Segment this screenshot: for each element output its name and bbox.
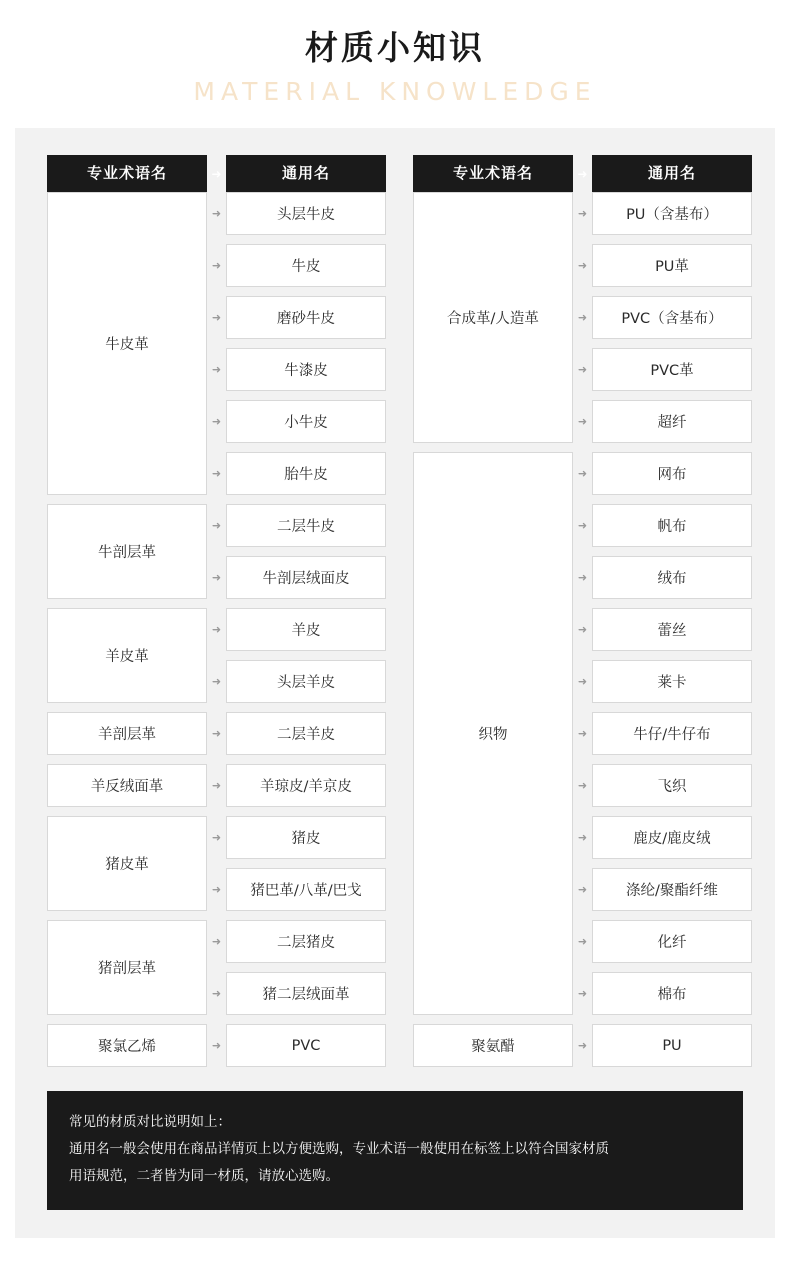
- left-arrow-list: [207, 192, 226, 1067]
- arrow-right-icon: ➜: [211, 935, 222, 948]
- common-name-cell: 头层牛皮: [226, 192, 386, 235]
- arrow-slot: [573, 400, 592, 443]
- arrow-slot: [573, 660, 592, 703]
- arrow-slot: [207, 556, 226, 599]
- arrow-right-icon: ➜: [211, 675, 222, 688]
- arrow-right-icon: ➜: [211, 363, 222, 376]
- arrow-slot: [573, 764, 592, 807]
- arrow-slot: [207, 816, 226, 859]
- common-name-cell: 猪二层绒面革: [226, 972, 386, 1015]
- arrow-slot: [573, 608, 592, 651]
- right-common-header: 通用名: [592, 155, 752, 192]
- arrow-slot: [207, 192, 226, 235]
- note-line-1: 常见的材质对比说明如上：: [69, 1114, 231, 1130]
- common-name-cell: PU: [592, 1024, 752, 1067]
- arrow-right-icon: ➜: [577, 311, 588, 324]
- arrow-slot: [207, 504, 226, 547]
- arrow-right-icon: ➜: [577, 883, 588, 896]
- common-name-cell: 牛剖层绒面皮: [226, 556, 386, 599]
- arrow-slot: [573, 296, 592, 339]
- arrow-right-icon: ➜: [577, 623, 588, 636]
- term-cell: 聚氯乙烯: [47, 1024, 207, 1067]
- term-cell: 牛剖层革: [47, 504, 207, 599]
- arrow-slot: [573, 868, 592, 911]
- left-common-header: 通用名: [226, 155, 386, 192]
- arrow-right-icon: ➜: [211, 831, 222, 844]
- arrow-right-icon: ➜: [577, 207, 588, 220]
- arrow-right-icon: ➜: [211, 779, 222, 792]
- arrow-slot: [573, 452, 592, 495]
- arrow-slot: [573, 348, 592, 391]
- arrow-right-icon: ➜: [577, 571, 588, 584]
- arrow-slot: [573, 972, 592, 1015]
- arrow-right-icon: ➜: [211, 166, 222, 181]
- common-name-cell: 网布: [592, 452, 752, 495]
- right-header-arrow-icon: [573, 155, 592, 192]
- page-header: [0, 0, 790, 106]
- common-name-cell: 蕾丝: [592, 608, 752, 651]
- arrow-right-icon: ➜: [577, 259, 588, 272]
- right-term-header: 专业术语名: [413, 155, 573, 192]
- common-name-cell: 牛仔/牛仔布: [592, 712, 752, 755]
- left-term-column: [47, 155, 207, 1067]
- term-cell: 织物: [413, 452, 573, 1015]
- common-name-cell: 羊皮: [226, 608, 386, 651]
- note-box: [47, 1091, 743, 1210]
- common-name-cell: 磨砂牛皮: [226, 296, 386, 339]
- arrow-right-icon: ➜: [577, 831, 588, 844]
- common-name-cell: 猪皮: [226, 816, 386, 859]
- common-name-cell: PVC: [226, 1024, 386, 1067]
- arrow-slot: [207, 244, 226, 287]
- arrow-right-icon: ➜: [211, 987, 222, 1000]
- arrow-right-icon: ➜: [577, 1039, 588, 1052]
- arrow-right-icon: ➜: [577, 519, 588, 532]
- arrow-slot: [573, 712, 592, 755]
- arrow-slot: [573, 504, 592, 547]
- arrow-slot: [207, 920, 226, 963]
- common-name-cell: PU革: [592, 244, 752, 287]
- left-common-list: [226, 192, 386, 1067]
- arrow-slot: [207, 348, 226, 391]
- arrow-slot: [573, 192, 592, 235]
- page-title: 材质小知识: [305, 28, 485, 67]
- common-name-cell: PVC革: [592, 348, 752, 391]
- arrow-right-icon: ➜: [577, 467, 588, 480]
- arrow-slot: [207, 764, 226, 807]
- common-name-cell: 鹿皮/鹿皮绒: [592, 816, 752, 859]
- term-cell: 猪剖层革: [47, 920, 207, 1015]
- arrow-slot: [207, 1024, 226, 1067]
- right-column-group: [395, 155, 743, 1067]
- common-name-cell: 牛漆皮: [226, 348, 386, 391]
- common-name-cell: 二层羊皮: [226, 712, 386, 755]
- common-name-cell: 胎牛皮: [226, 452, 386, 495]
- right-arrow-column: [573, 155, 592, 1067]
- arrow-right-icon: ➜: [577, 727, 588, 740]
- common-name-cell: 化纤: [592, 920, 752, 963]
- arrow-right-icon: ➜: [211, 623, 222, 636]
- arrow-slot: [207, 296, 226, 339]
- common-name-cell: 涤纶/聚酯纤维: [592, 868, 752, 911]
- term-cell: 羊反绒面革: [47, 764, 207, 807]
- note-line-2: 通用名一般会使用在商品详情页上以方便选购，专业术语一般使用在标签上以符合国家材质: [69, 1141, 609, 1157]
- common-name-cell: 棉布: [592, 972, 752, 1015]
- term-cell: 聚氨醋: [413, 1024, 573, 1067]
- arrow-right-icon: ➜: [211, 727, 222, 740]
- comparison-columns: [47, 155, 743, 1067]
- arrow-right-icon: ➜: [211, 415, 222, 428]
- note-line-3: 用语规范，二者皆为同一材质，请放心选购。: [69, 1168, 339, 1184]
- arrow-right-icon: ➜: [211, 883, 222, 896]
- arrow-right-icon: ➜: [577, 987, 588, 1000]
- arrow-slot: [573, 920, 592, 963]
- arrow-right-icon: ➜: [211, 571, 222, 584]
- common-name-cell: 帆布: [592, 504, 752, 547]
- arrow-slot: [207, 608, 226, 651]
- arrow-slot: [207, 868, 226, 911]
- common-name-cell: 二层猪皮: [226, 920, 386, 963]
- arrow-slot: [573, 816, 592, 859]
- common-name-cell: 猪巴革/八革/巴戈: [226, 868, 386, 911]
- page-subtitle: MATERIAL KNOWLEDGE: [193, 77, 597, 106]
- arrow-slot: [207, 452, 226, 495]
- term-cell: 羊皮革: [47, 608, 207, 703]
- arrow-right-icon: ➜: [211, 1039, 222, 1052]
- common-name-cell: 头层羊皮: [226, 660, 386, 703]
- arrow-right-icon: ➜: [577, 935, 588, 948]
- arrow-right-icon: ➜: [211, 311, 222, 324]
- arrow-right-icon: ➜: [211, 467, 222, 480]
- right-term-column: [413, 155, 573, 1067]
- arrow-slot: [207, 712, 226, 755]
- common-name-cell: 小牛皮: [226, 400, 386, 443]
- left-common-column: [226, 155, 386, 1067]
- common-name-cell: 超纤: [592, 400, 752, 443]
- common-name-cell: PU（含基布）: [592, 192, 752, 235]
- arrow-right-icon: ➜: [577, 166, 588, 181]
- arrow-right-icon: ➜: [211, 207, 222, 220]
- common-name-cell: 羊琼皮/羊京皮: [226, 764, 386, 807]
- comparison-panel: [15, 128, 775, 1238]
- right-arrow-list: [573, 192, 592, 1067]
- arrow-right-icon: ➜: [211, 259, 222, 272]
- left-term-list: [47, 192, 207, 1067]
- left-header-arrow-icon: [207, 155, 226, 192]
- arrow-slot: [207, 400, 226, 443]
- common-name-cell: 莱卡: [592, 660, 752, 703]
- left-column-group: [47, 155, 395, 1067]
- right-common-list: [592, 192, 752, 1067]
- common-name-cell: 飞织: [592, 764, 752, 807]
- arrow-slot: [573, 1024, 592, 1067]
- arrow-right-icon: ➜: [577, 363, 588, 376]
- arrow-slot: [207, 972, 226, 1015]
- right-term-list: [413, 192, 573, 1067]
- common-name-cell: 牛皮: [226, 244, 386, 287]
- arrow-slot: [573, 244, 592, 287]
- arrow-slot: [573, 556, 592, 599]
- arrow-right-icon: ➜: [577, 779, 588, 792]
- common-name-cell: PVC（含基布）: [592, 296, 752, 339]
- left-arrow-column: [207, 155, 226, 1067]
- left-term-header: 专业术语名: [47, 155, 207, 192]
- term-cell: 羊剖层革: [47, 712, 207, 755]
- arrow-right-icon: ➜: [577, 675, 588, 688]
- arrow-right-icon: ➜: [211, 519, 222, 532]
- term-cell: 牛皮革: [47, 192, 207, 495]
- right-common-column: [592, 155, 752, 1067]
- term-cell: 合成革/人造革: [413, 192, 573, 443]
- term-cell: 猪皮革: [47, 816, 207, 911]
- common-name-cell: 二层牛皮: [226, 504, 386, 547]
- arrow-slot: [207, 660, 226, 703]
- common-name-cell: 绒布: [592, 556, 752, 599]
- arrow-right-icon: ➜: [577, 415, 588, 428]
